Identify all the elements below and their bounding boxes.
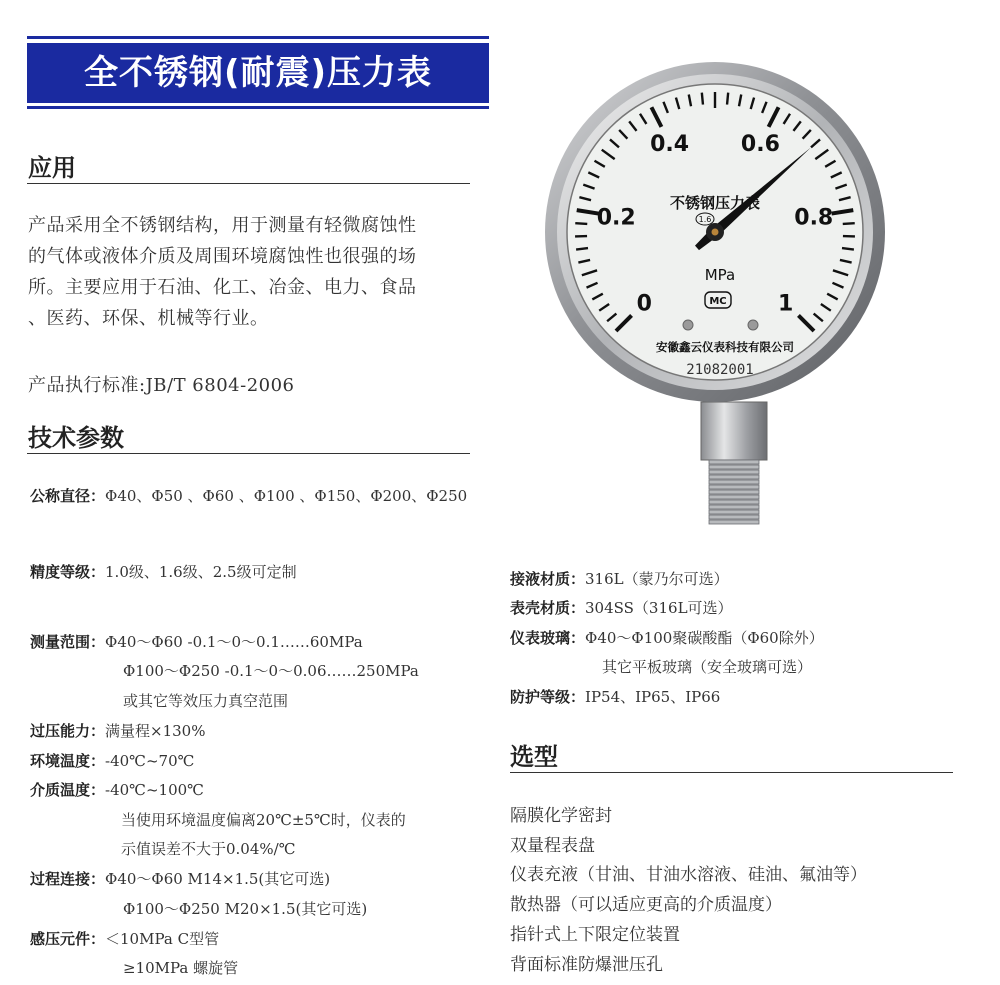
dial-unit: MPa xyxy=(704,266,736,284)
spec-element xyxy=(30,929,219,949)
application-line: 产品采用全不锈钢结构，用于测量有轻微腐蚀性 xyxy=(28,215,417,236)
spec-diameter xyxy=(30,486,467,506)
spec-label: 环境温度： xyxy=(30,752,106,770)
specs-rule xyxy=(27,453,470,454)
spec-label: 过程连接： xyxy=(30,870,106,888)
standard-text: 产品执行标准:JB/T 6804-2006 xyxy=(28,375,295,396)
selection-item: 双量程表盘 xyxy=(510,836,595,856)
serial-number: 21082001 xyxy=(686,362,754,378)
gauge-scale-label: 0.2 xyxy=(596,205,636,231)
thread-ring xyxy=(709,460,759,464)
spec-value-line: Φ100～Φ250 M20×1.5(其它可选) xyxy=(123,900,368,918)
selection-heading: 选型 xyxy=(510,743,558,771)
class-badge: 1.6 xyxy=(698,215,712,224)
dial-screw-left xyxy=(683,320,693,330)
specs-heading: 技术参数 xyxy=(28,424,124,452)
selection-item: 背面标准防爆泄压孔 xyxy=(510,955,663,975)
spec-label: 感压元件： xyxy=(30,930,106,948)
spec-value: 1.0级、1.6级、2.5级可定制 xyxy=(105,563,297,581)
thread-ring xyxy=(709,500,759,504)
spec-value-line: 当使用环境温度偏离20℃±5℃时，仪表的 xyxy=(121,811,406,829)
spec-connection xyxy=(30,869,330,889)
selection-item: 指针式上下限定位装置 xyxy=(510,925,680,945)
pressure-gauge-image xyxy=(545,62,900,532)
spec-value: ＜10MPa C型管 xyxy=(105,930,220,948)
spec-wetted xyxy=(510,569,729,589)
spec-value-line: ≥10MPa 螺旋管 xyxy=(123,959,239,977)
thread-ring xyxy=(709,510,759,514)
thread-ring xyxy=(709,465,759,469)
dial-screw-right xyxy=(748,320,758,330)
gauge-scale-label: 0 xyxy=(636,291,652,317)
application-line: 、医药、环保、机械等行业。 xyxy=(28,308,269,329)
spec-overload xyxy=(30,721,205,741)
gauge-scale-label: 0.6 xyxy=(740,131,780,157)
thread-ring xyxy=(709,490,759,494)
spec-value: Φ40～Φ100聚碳酸酯（Φ60除外） xyxy=(585,629,824,647)
thread-ring xyxy=(709,520,759,524)
spec-label: 过压能力： xyxy=(30,722,106,740)
spec-value-line: 其它平板玻璃（安全玻璃可选） xyxy=(602,658,813,676)
spec-protection xyxy=(510,687,720,707)
thread-ring xyxy=(709,470,759,474)
application-heading: 应用 xyxy=(28,154,76,182)
spec-label: 仪表玻璃： xyxy=(510,629,586,647)
spec-range xyxy=(30,632,363,652)
spec-label: 表壳材质： xyxy=(510,599,586,617)
gauge-thread xyxy=(709,460,759,524)
spec-ambient xyxy=(30,751,194,771)
spec-case xyxy=(510,598,733,618)
spec-value: Φ40～Φ60 -0.1～0～0.1……60MPa xyxy=(105,633,363,651)
gauge-socket xyxy=(701,402,767,460)
gauge-scale-label: 0.8 xyxy=(794,205,834,231)
gauge-tick xyxy=(575,223,587,224)
selection-item: 隔膜化学密封 xyxy=(510,806,612,826)
gauge-tick xyxy=(576,248,588,250)
mc-badge: MC xyxy=(709,296,727,307)
thread-ring xyxy=(709,480,759,484)
selection-item: 仪表充液（甘油、甘油水溶液、硅油、氟油等） xyxy=(510,865,867,885)
spec-value: 满量程×130% xyxy=(105,722,206,740)
selection-item: 散热器（可以适应更高的介质温度） xyxy=(510,895,782,915)
gauge-scale-label: 1 xyxy=(778,291,794,317)
application-rule xyxy=(27,183,470,184)
spec-medium xyxy=(30,780,204,800)
thread-ring xyxy=(709,505,759,509)
thread-ring xyxy=(709,515,759,519)
spec-label: 公称直径： xyxy=(30,487,106,505)
spec-label: 精度等级： xyxy=(30,563,106,581)
gauge-tick xyxy=(843,223,855,224)
application-line: 的气体或液体介质及周围环境腐蚀性也很强的场 xyxy=(28,246,417,267)
maker-text: 安徽鑫云仪表科技有限公司 xyxy=(656,340,794,354)
pointer-pivot xyxy=(712,229,719,236)
spec-value: Φ40～Φ60 M14×1.5(其它可选) xyxy=(105,870,331,888)
thread-ring xyxy=(709,495,759,499)
spec-value: -40℃~70℃ xyxy=(105,752,195,770)
gauge-tick xyxy=(727,93,728,105)
title-banner-bottom-rule xyxy=(27,106,489,109)
selection-rule xyxy=(510,772,953,773)
page-title: 全不锈钢(耐震)压力表 xyxy=(27,43,489,103)
gauge-tick xyxy=(842,248,854,250)
application-line: 所。主要应用于石油、化工、冶金、电力、食品 xyxy=(28,277,417,298)
spec-glass xyxy=(510,628,824,648)
gauge-scale-label: 0.4 xyxy=(650,131,690,157)
spec-value-line: 或其它等效压力真空范围 xyxy=(123,692,289,710)
spec-label: 测量范围： xyxy=(30,633,106,651)
spec-label: 防护等级： xyxy=(510,688,586,706)
title-banner-top-rule xyxy=(27,36,489,39)
spec-accuracy xyxy=(30,562,297,582)
spec-label: 接液材质： xyxy=(510,570,586,588)
spec-value: -40℃~100℃ xyxy=(105,781,204,799)
spec-label: 介质温度： xyxy=(30,781,106,799)
spec-value: 304SS（316L可选） xyxy=(585,599,733,617)
spec-value-line: 示值误差不大于0.04%/℃ xyxy=(121,840,296,858)
spec-value: IP54、IP65、IP66 xyxy=(585,688,721,706)
dial-title: 不锈钢压力表 xyxy=(669,194,761,212)
thread-ring xyxy=(709,475,759,479)
gauge-tick xyxy=(702,93,703,105)
thread-ring xyxy=(709,485,759,489)
application-paragraph xyxy=(28,210,417,334)
spec-value-line: Φ100～Φ250 -0.1～0～0.06……250MPa xyxy=(123,662,419,680)
spec-value: 316L（蒙乃尔可选） xyxy=(585,570,729,588)
spec-value: Φ40、Φ50 、Φ60 、Φ100 、Φ150、Φ200、Φ250 xyxy=(105,487,468,505)
